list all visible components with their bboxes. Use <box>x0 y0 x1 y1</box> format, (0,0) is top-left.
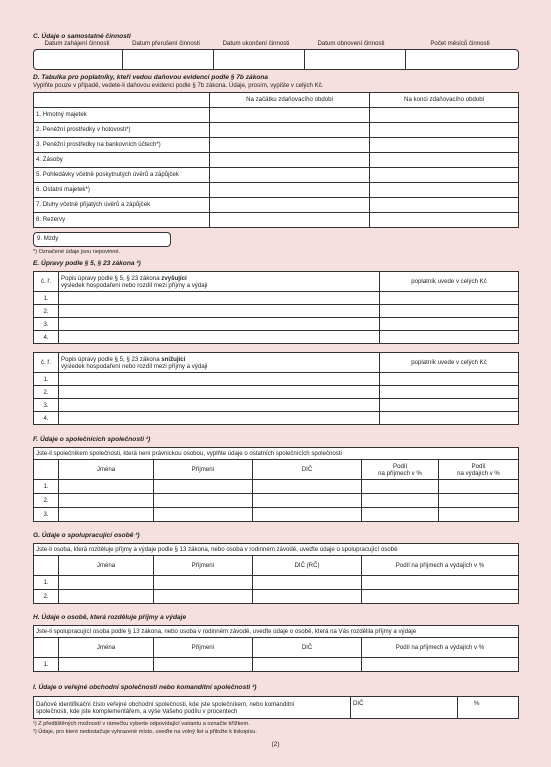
d-input[interactable] <box>370 212 519 227</box>
f-col-podil-vydaje <box>439 460 519 480</box>
section-e <box>33 260 519 425</box>
g-input[interactable] <box>362 576 519 590</box>
e-desc-line2: výsledek hospodaření nebo rozdíl mezi příjmy a výdaji <box>61 362 208 370</box>
row-number: 2. <box>34 305 59 318</box>
i-dic-label: DIČ <box>353 700 364 707</box>
h-input[interactable] <box>253 658 362 672</box>
input-datum-zahajeni[interactable] <box>34 50 123 69</box>
h-col-prijmeni: Příjmení <box>154 638 253 658</box>
e-input[interactable] <box>380 386 519 399</box>
col-datum-zahajeni: Datum zahájení činnosti <box>44 40 110 47</box>
e-col-cislo: č. ř. <box>34 353 59 373</box>
col-datum-ukonceni: Datum ukončení činnosti <box>222 40 290 47</box>
g-input[interactable] <box>59 576 154 590</box>
table-row <box>34 137 519 152</box>
f-input[interactable] <box>439 508 519 522</box>
e-input[interactable] <box>380 412 519 425</box>
i-pct-label: % <box>474 700 480 707</box>
input-datum-ukonceni[interactable] <box>214 50 305 69</box>
e-col-amount: poplatník uvede v celých Kč <box>380 353 519 373</box>
g-col-jmena: Jména <box>59 556 154 576</box>
d-input[interactable] <box>210 197 370 212</box>
row-number: 2. <box>34 494 59 508</box>
e-input[interactable] <box>380 305 519 318</box>
e-input[interactable] <box>59 373 380 386</box>
e-input[interactable] <box>59 412 380 425</box>
section-h-table <box>33 625 519 672</box>
f-input[interactable] <box>59 480 154 494</box>
f-input[interactable] <box>59 508 154 522</box>
section-c-headers <box>33 40 519 48</box>
section-d <box>33 74 519 256</box>
g-input[interactable] <box>154 576 253 590</box>
d-col-zacatek: Na začátku zdaňovacího období <box>210 92 370 107</box>
input-datum-obnoveni[interactable] <box>305 50 406 69</box>
table-row <box>34 373 519 386</box>
table-row <box>34 107 519 122</box>
table-row <box>34 167 519 182</box>
col-datum-preruseni: Datum přerušení činnosti <box>132 40 200 47</box>
f-input[interactable] <box>59 494 154 508</box>
f-input[interactable] <box>154 508 253 522</box>
g-input[interactable] <box>154 590 253 604</box>
row-number: 4. <box>34 412 59 425</box>
h-intro: Jste-li spolupracující osoba podle § 13 zákona, nebo osoba v rodinném závodě, uveďte údaje o osobě, která na Vás rozdělila příjmy a výdaje <box>34 626 519 638</box>
e-input[interactable] <box>380 292 519 305</box>
d-row-label: 3. Peněžní prostředky na bankovních účtech*) <box>34 137 210 152</box>
g-col-dic: DIČ (RČ) <box>253 556 362 576</box>
section-d-subtitle: Vyplňte pouze v případě, vedete-li daňovou evidenci podle § 7b zákona. Údaje, prosím, vypište v celých Kč. <box>33 82 324 89</box>
col-pocet-mesicu: Počet měsíců činnosti <box>430 40 490 47</box>
d-input[interactable] <box>210 167 370 182</box>
table-row <box>34 292 519 305</box>
d-input[interactable] <box>210 152 370 167</box>
e-input[interactable] <box>380 318 519 331</box>
row-number: 3. <box>34 399 59 412</box>
d-row-label: 2. Peněžní prostředky v hotovosti*) <box>34 122 210 137</box>
f-intro: Jste-li společníkem společnosti, která není právnickou osobou, vyplňte údaje o ostatních společnících společnosti <box>34 448 519 460</box>
h-col-dic: DIČ <box>253 638 362 658</box>
section-c <box>33 33 519 70</box>
row-number: 3. <box>34 318 59 331</box>
d-input[interactable] <box>210 212 370 227</box>
e-input[interactable] <box>380 373 519 386</box>
f-col4-line2: na příjmech v % <box>378 469 422 477</box>
e-desc-bold: snižující <box>161 355 186 363</box>
e-input[interactable] <box>59 331 380 344</box>
g-input[interactable] <box>253 590 362 604</box>
e-input[interactable] <box>59 318 380 331</box>
section-e-title: E. Úpravy podle § 5, § 23 zákona ²) <box>33 260 141 267</box>
section-i-title: I. Údaje o veřejné obchodní společnosti nebo komanditní společnosti ²) <box>33 684 257 691</box>
f-input[interactable] <box>362 508 439 522</box>
f-col-podil-prijmy <box>362 460 439 480</box>
table-row <box>34 197 519 212</box>
g-col-podil: Podíl na příjmech a výdajích v % <box>362 556 519 576</box>
section-c-title: C. Údaje o samostatné činnosti <box>33 33 131 40</box>
f-col5-line2: na výdajích v % <box>457 469 500 477</box>
f-input[interactable] <box>154 494 253 508</box>
f-input[interactable] <box>253 494 362 508</box>
col-datum-obnoveni: Datum obnovení činnosti <box>317 40 385 47</box>
f-input[interactable] <box>439 494 519 508</box>
i-pct-field[interactable] <box>458 697 519 719</box>
e-input[interactable] <box>380 331 519 344</box>
f-col-jmena: Jména <box>59 460 154 480</box>
g-input[interactable] <box>253 576 362 590</box>
d-input[interactable] <box>370 122 519 137</box>
table-row <box>34 658 519 672</box>
g-intro: Jste-li osoba, která rozděluje příjmy a výdaje podle § 13 zákona, nebo osoba v rodinném závodě, uveďte údaje o spolupracující osobě <box>34 544 519 556</box>
table-row <box>34 494 519 508</box>
table-row <box>34 122 519 137</box>
h-input[interactable] <box>59 658 154 672</box>
row-number: 1. <box>34 373 59 386</box>
e-input[interactable] <box>59 305 380 318</box>
row-number: 1. <box>34 480 59 494</box>
d-row-label: 4. Zásoby <box>34 152 210 167</box>
section-g <box>33 532 519 604</box>
section-h-title: H. Údaje o osobě, která rozděluje příjmy a výdaje <box>33 614 187 621</box>
h-col-jmena: Jména <box>59 638 154 658</box>
section-e-table-increase <box>33 271 519 344</box>
d-input[interactable] <box>370 167 519 182</box>
table-row <box>34 576 519 590</box>
input-pocet-mesicu[interactable] <box>406 50 518 69</box>
f-input[interactable] <box>253 480 362 494</box>
f-col-prijmeni: Příjmení <box>154 460 253 480</box>
e-desc-bold: zvyšující <box>161 274 187 282</box>
e-input[interactable] <box>59 399 380 412</box>
i-text <box>34 697 351 719</box>
table-row <box>34 182 519 197</box>
footnote-2: ²) Údaje, pro které nedostačuje vyhrazené místo, uveďte na volný list a přiložte k tiskopisu. <box>33 729 257 735</box>
i-text-line2: společnosti, kde jste komplementářem, a výše Vašeho podílu v procentech <box>36 707 238 715</box>
d-row-label: 6. Ostatní majetek*) <box>34 182 210 197</box>
h-input[interactable] <box>362 658 519 672</box>
section-e-table-decrease <box>33 352 519 425</box>
table-row <box>34 152 519 167</box>
section-d-title: D. Tabulka pro poplatníky, kteří vedou daňovou evidenci podle § 7b zákona <box>33 74 269 81</box>
table-row <box>34 508 519 522</box>
row-number: 4. <box>34 331 59 344</box>
h-col-podil: Podíl na příjmech a výdajích v % <box>362 638 519 658</box>
table-row <box>34 318 519 331</box>
section-f <box>33 436 519 522</box>
d-input[interactable] <box>210 182 370 197</box>
section-c-inputs <box>33 49 519 70</box>
table-row <box>34 590 519 604</box>
e-input[interactable] <box>59 292 380 305</box>
e-desc-line2: výsledek hospodaření nebo rozdíl mezi příjmy a výdaji <box>61 281 208 289</box>
row-number: 3. <box>34 508 59 522</box>
d-row-label: 8. Rezervy <box>34 212 210 227</box>
d-input[interactable] <box>370 197 519 212</box>
d-row-label: 7. Dluhy včetně přijatých úvěrů a zápůjček <box>34 197 210 212</box>
d-row-label: 1. Hmotný majetek <box>34 107 210 122</box>
g-col-prijmeni: Příjmení <box>154 556 253 576</box>
section-f-table <box>33 447 519 522</box>
f-input[interactable] <box>362 480 439 494</box>
h-input[interactable] <box>154 658 253 672</box>
d-input[interactable] <box>370 137 519 152</box>
f-col5-line1: Podíl <box>471 462 486 470</box>
table-row <box>34 386 519 399</box>
footnote-1: ¹) Z předtištěných možností v rámečku vyberte odpovídající variantu a označte křížkem. <box>33 721 250 727</box>
table-row <box>34 412 519 425</box>
e-desc-pre: Popis úpravy podle § 5, § 23 zákona <box>61 355 162 363</box>
e-desc-pre: Popis úpravy podle § 5, § 23 zákona <box>61 274 162 282</box>
d-input[interactable] <box>210 137 370 152</box>
i-text-line1: Daňové identifikační číslo veřejné obchodní společnosti, kde jste společníkem, nebo komanditní <box>36 700 295 708</box>
d-input[interactable] <box>370 152 519 167</box>
table-row <box>34 305 519 318</box>
e-col-cislo: č. ř. <box>34 272 59 292</box>
f-input[interactable] <box>362 494 439 508</box>
section-g-title: G. Údaje o spolupracující osobě ²) <box>33 532 140 539</box>
d-input[interactable] <box>210 107 370 122</box>
d-col-konec: Na konci zdaňovacího období <box>370 92 519 107</box>
row-number: 1. <box>34 658 59 672</box>
section-i <box>33 684 519 719</box>
f-input[interactable] <box>154 480 253 494</box>
d-input[interactable] <box>210 122 370 137</box>
table-row <box>34 399 519 412</box>
g-input[interactable] <box>59 590 154 604</box>
i-dic-field[interactable] <box>351 697 458 719</box>
page-number: (2) <box>271 741 280 748</box>
table-row <box>34 331 519 344</box>
e-col-desc-decrease <box>59 353 380 373</box>
input-datum-preruseni[interactable] <box>123 50 214 69</box>
e-col-amount: poplatník uvede v celých Kč <box>380 272 519 292</box>
row-number: 1. <box>34 292 59 305</box>
row-number: 1. <box>34 576 59 590</box>
row-number: 2. <box>34 386 59 399</box>
f-input[interactable] <box>439 480 519 494</box>
f-input[interactable] <box>253 508 362 522</box>
e-input[interactable] <box>59 386 380 399</box>
table-row <box>34 212 519 227</box>
mzdy-field[interactable] <box>33 232 171 247</box>
section-h <box>33 614 519 672</box>
f-col4-line1: Podíl <box>393 462 407 470</box>
table-row <box>34 480 519 494</box>
mzdy-label: 9. Mzdy <box>37 235 59 243</box>
section-d-note: *) Označené údaje jsou nepovinné. <box>33 248 121 255</box>
section-f-title: F. Údaje o společnících společnosti ²) <box>33 436 151 443</box>
d-input[interactable] <box>370 107 519 122</box>
g-input[interactable] <box>362 590 519 604</box>
section-g-table <box>33 543 519 604</box>
section-i-table <box>33 696 519 719</box>
section-d-table <box>33 92 519 228</box>
d-row-label: 5. Pohledávky včetně poskytnutých úvěrů a zápůjček <box>34 167 210 182</box>
e-col-desc-increase <box>59 272 380 292</box>
row-number: 2. <box>34 590 59 604</box>
e-input[interactable] <box>380 399 519 412</box>
d-input[interactable] <box>370 182 519 197</box>
f-col-dic: DIČ <box>253 460 362 480</box>
